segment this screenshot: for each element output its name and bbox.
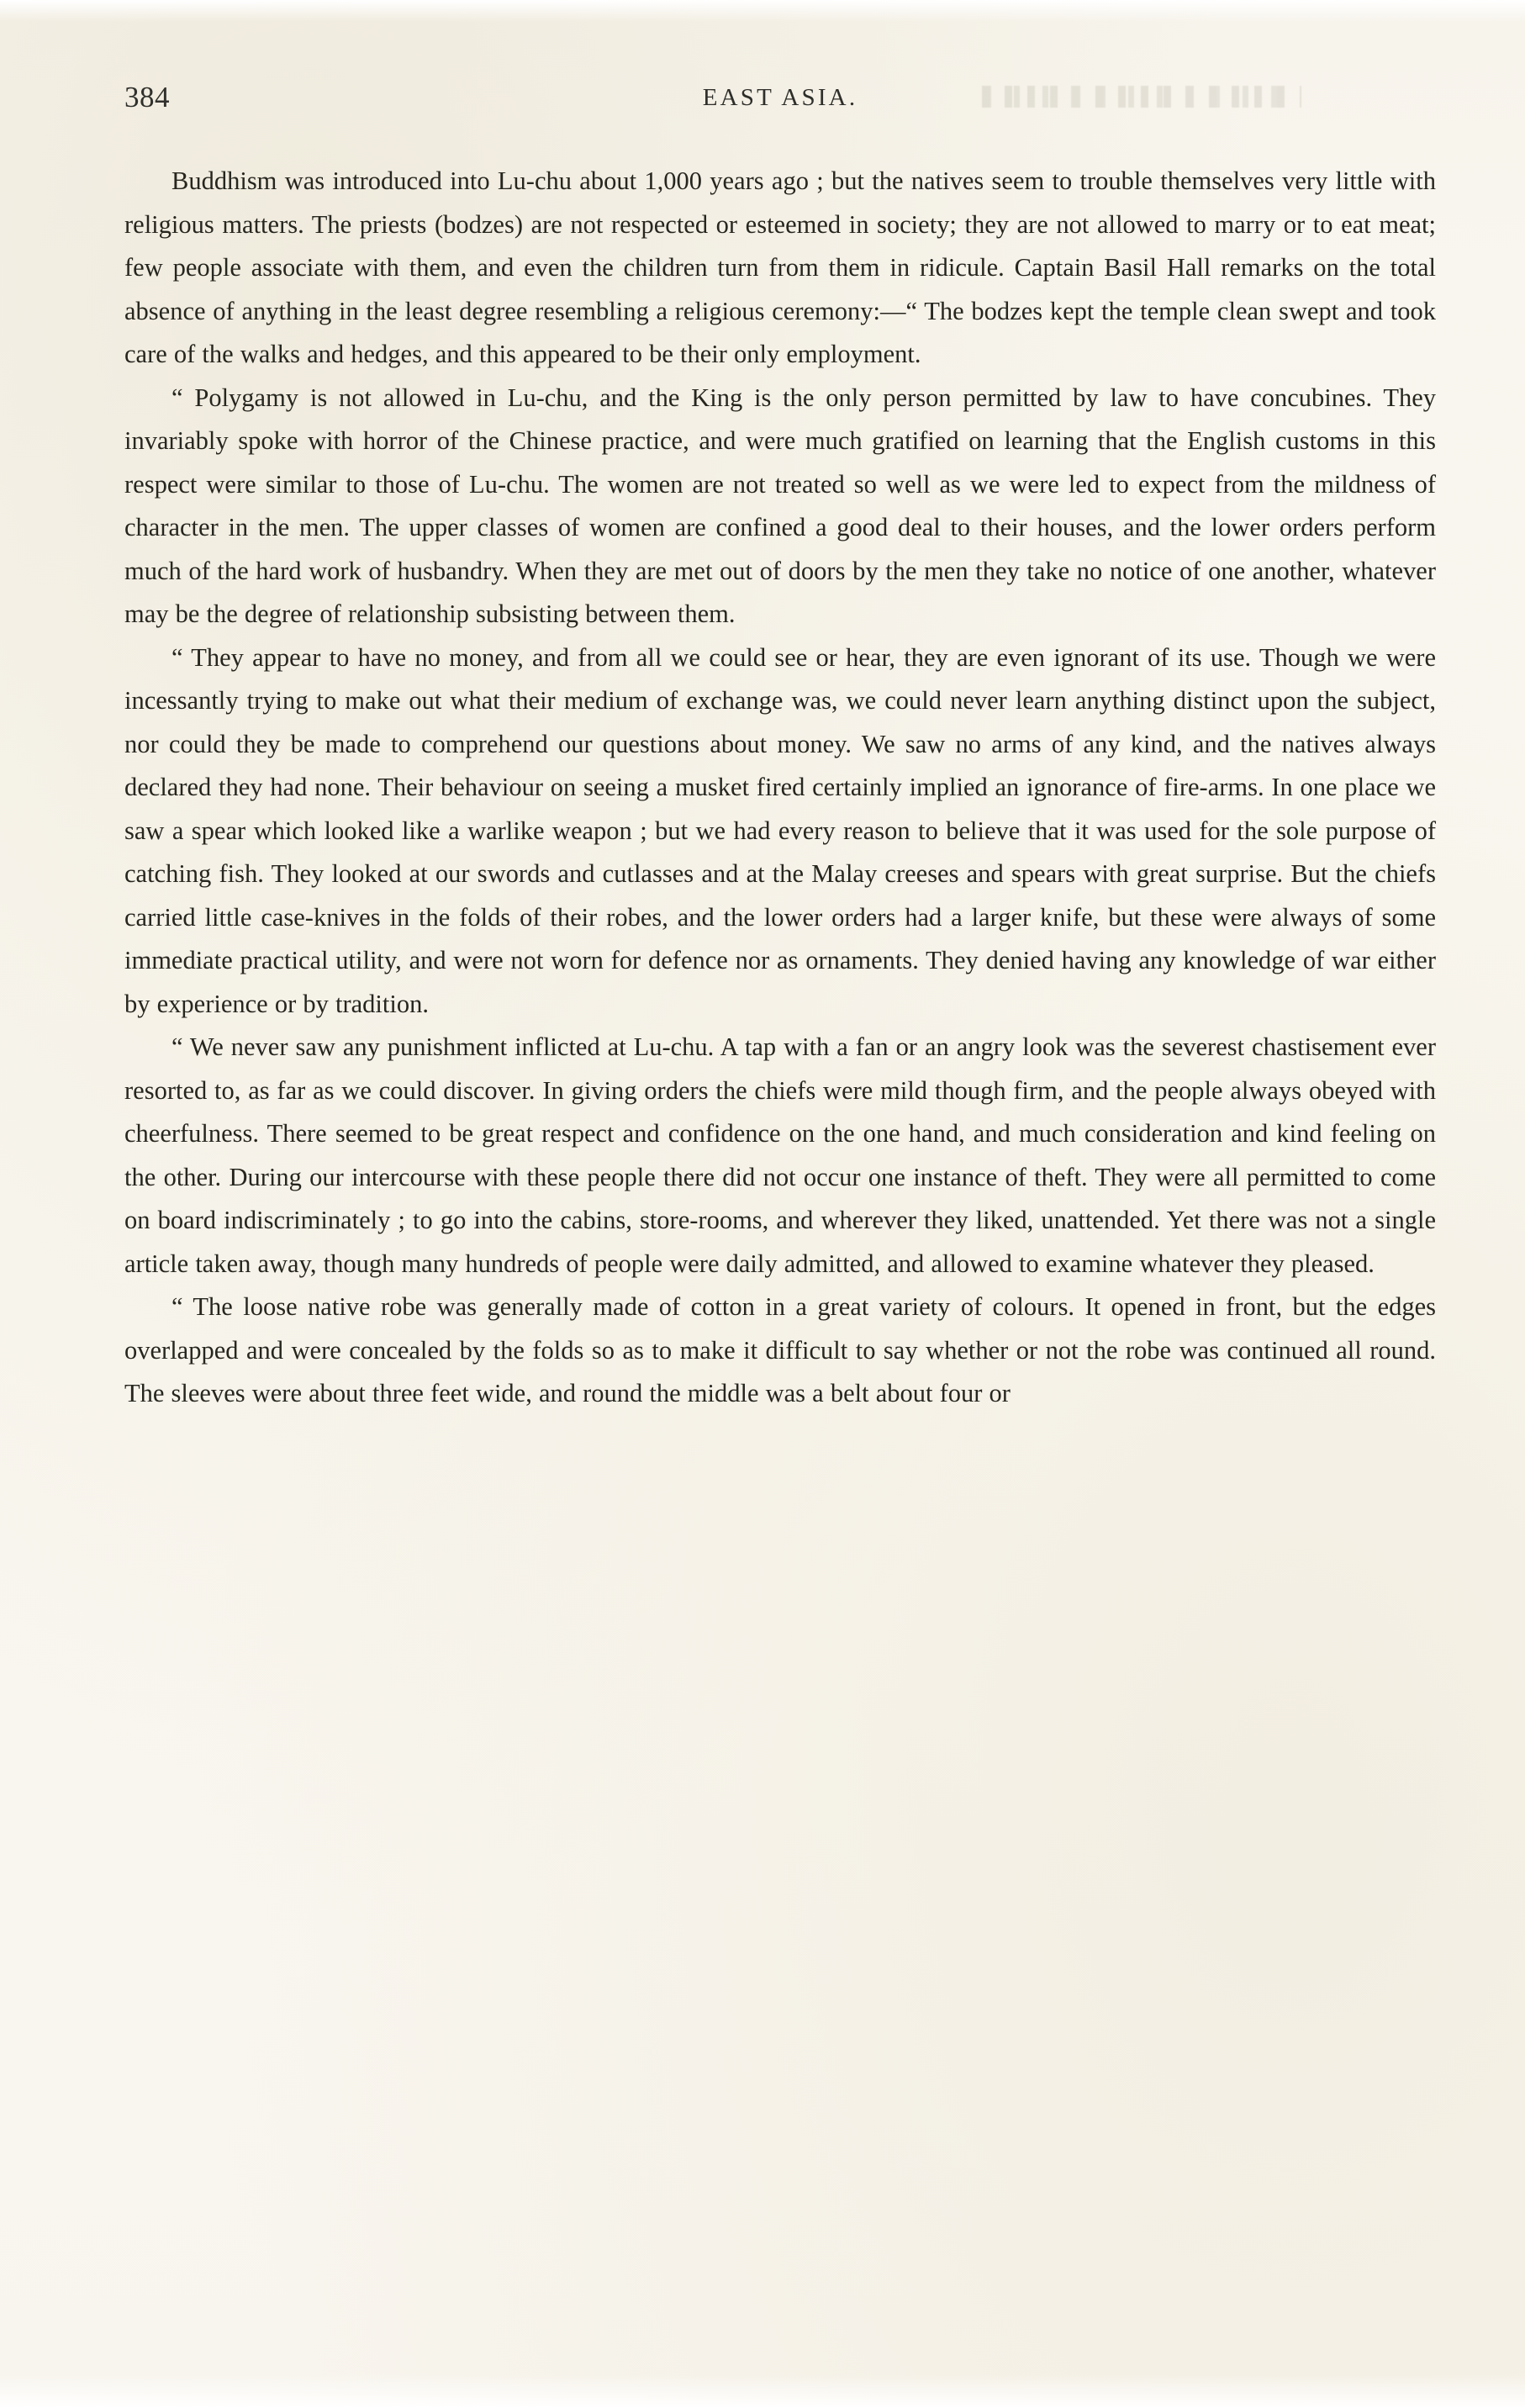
page-header bbox=[124, 81, 1436, 133]
page-top-edge-shadow bbox=[0, 0, 1525, 22]
page-bottom-edge-shadow bbox=[0, 2374, 1525, 2408]
paragraph: “ Polygamy is not allowed in Lu-chu, and the King is the only person permitted by law to have concubines. They invariably spoke with horror of the Chinese practice, and were much gratified on learning that the English customs in this respect were similar to those of Lu-chu. The women are not treated so well as we were led to expect from the mildness of character in the men. The upper classes of women are confined a good deal to their houses, and the lower orders perform much of the hard work of husbandry. When they are met out of doors by the men they take no notice of one another, whatever may be the degree of relationship subsisting between them. bbox=[124, 383, 1436, 628]
paragraph: Buddhism was introduced into Lu-chu about 1,000 years ago ; but the natives seem to trouble themselves very little with religious matters. The priests (bodzes) are not respected or esteemed in society; they are not allowed to marry or to eat meat; few people associate with them, and even the children turn from them in ridicule. Captain Basil Hall remarks on the total absence of anything in the least degree resembling a religious ceremony:—“ The bodzes kept the temple clean swept and took care of the walks and hedges, and this appeared to be their only employment. bbox=[124, 166, 1436, 368]
paragraph: “ The loose native robe was generally made of cotton in a great variety of colours. It opened in front, but the edges overlapped and were concealed by the folds so as to make it difficult to say whether or not the robe was continued all round. The sleeves were about three feet wide, and round the middle was a belt about four or bbox=[124, 1292, 1436, 1407]
running-head: EAST ASIA. bbox=[702, 84, 858, 111]
page-content bbox=[124, 81, 1436, 1424]
page-number: 384 bbox=[124, 81, 170, 114]
body-text bbox=[124, 160, 1436, 1424]
paragraph: “ They appear to have no money, and from all we could see or hear, they are even ignorant of its use. Though we were incessantly trying to make out what their medium of exchange was, we could never learn anything distinct upon the subject, nor could they be made to comprehend our questions about money. We saw no arms of any kind, and the natives always declared they had none. Their behaviour on seeing a musket fired certainly implied an ignorance of fire-arms. In one place we saw a spear which looked like a warlike weapon ; but we had every reason to believe that it was used for the sole purpose of catching fish. They looked at our swords and cutlasses and at the Malay creeses and spears with great surprise. But the chiefs carried little case-knives in the folds of their robes, and the lower orders had a larger knife, but these were always of some immediate practical utility, and were not worn for defence nor as ornaments. They denied having any knowledge of war either by experience or by tradition. bbox=[124, 642, 1436, 1018]
paragraph: “ We never saw any punishment inflicted at Lu-chu. A tap with a fan or an angry look was the severest chastisement ever resorted to, as far as we could discover. In giving orders the chiefs were mild though firm, and the people always obeyed with cheerfulness. There seemed to be great respect and confidence on the one hand, and much consideration and kind feeling on the other. During our intercourse with these people there did not occur one instance of theft. They were all permitted to come on board indiscriminately ; to go into the cabins, store-rooms, and wherever they liked, unattended. Yet there was not a single article taken away, though many hundreds of people were daily admitted, and allowed to examine whatever they pleased. bbox=[124, 1032, 1436, 1278]
spacer bbox=[124, 1416, 1436, 1424]
